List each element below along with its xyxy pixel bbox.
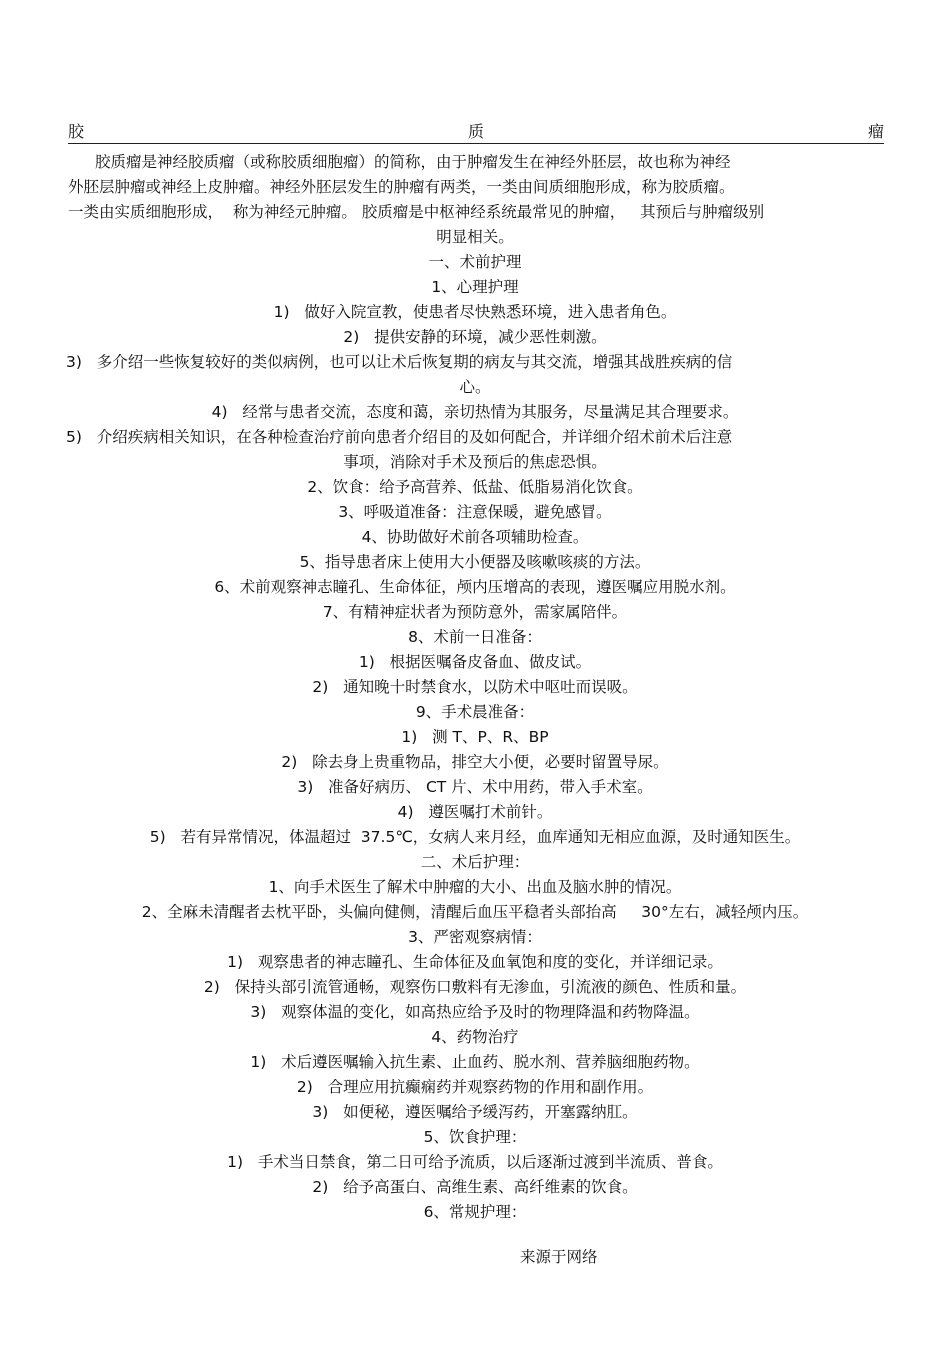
list-item: 1) 术后遵医嘱输入抗生素、止血药、脱水剂、营养脑细胞药物。 [250, 1053, 700, 1071]
list-item: 2) 通知晚十时禁食水，以防术中呕吐而误吸。 [312, 678, 638, 696]
header-char-left: 胶 [68, 121, 85, 141]
subsection-heading: 8、术前一日准备： [408, 628, 542, 646]
list-item-continuation: 事项，消除对手术及预后的焦虑恐惧。 [343, 453, 607, 471]
subsection-heading: 1、心理护理 [431, 278, 519, 296]
page-header [68, 116, 884, 144]
subsection-heading: 3、呼吸道准备：注意保暖，避免感冒。 [338, 503, 612, 521]
subsection-heading: 4、协助做好术前各项辅助检查。 [361, 528, 589, 546]
list-item: 5) 若有异常情况，体温超过 37.5℃，女病人来月经，血库通知无相应血源，及时通知医生。 [149, 828, 801, 846]
list-item: 3) 如便秘，遵医嘱给予缓泻药，开塞露纳肛。 [312, 1103, 638, 1121]
list-item: 1) 观察患者的神志瞳孔、生命体征及血氧饱和度的变化，并详细记录。 [227, 953, 723, 971]
list-item: 1) 手术当日禁食，第二日可给予流质，以后逐渐过渡到半流质、普食。 [227, 1153, 723, 1171]
list-item: 2) 保持头部引流管通畅，观察伤口敷料有无渗血，引流液的颜色、性质和量。 [203, 978, 747, 996]
subsection-heading: 5、饮食护理： [423, 1128, 527, 1146]
section-heading: 一、术前护理 [428, 253, 522, 271]
header-rule [68, 143, 884, 144]
list-item: 3) 多介绍一些恢复较好的类似病例，也可以让术后恢复期的病友与其交流，增强其战胜疾病的信 [66, 353, 733, 371]
intro-line: 一类由实质细胞形成， 称为神经元肿瘤。 胶质瘤是中枢神经系统最常见的肿瘤， 其预后与肿瘤级别 [68, 203, 765, 221]
header-char-right: 瘤 [867, 121, 884, 141]
intro-line: 外胚层肿瘤或神经上皮肿瘤。神经外胚层发生的肿瘤有两类，一类由间质细胞形成，称为胶质瘤。 [68, 178, 735, 196]
list-item: 5) 介绍疾病相关知识，在各种检查治疗前向患者介绍目的及如何配合，并详细介绍术前术后注意 [66, 428, 733, 446]
source-note: 来源于网络 [520, 1248, 598, 1266]
list-item: 3) 准备好病历、 CT 片、术中用药，带入手术室。 [297, 778, 653, 796]
list-item: 1) 根据医嘱备皮备血、做皮试。 [358, 653, 592, 671]
list-item: 2) 提供安静的环境，减少恶性刺激。 [343, 328, 607, 346]
list-item: 4) 经常与患者交流，态度和蔼，亲切热情为其服务，尽量满足其合理要求。 [211, 403, 739, 421]
subsection-heading: 6、术前观察神志瞳孔、生命体征，颅内压增高的表现，遵医嘱应用脱水剂。 [214, 578, 736, 596]
subsection-heading: 2、全麻未清醒者去枕平卧，头偏向健侧，清醒后血压平稳者头部抬高 30°左右，减轻颅内压。 [141, 903, 809, 921]
list-item: 4) 遵医嘱打术前针。 [397, 803, 553, 821]
header-char-center: 质 [467, 121, 484, 141]
subsection-heading: 7、有精神症状者为预防意外，需家属陪伴。 [322, 603, 628, 621]
subsection-heading: 2、饮食：给予高营养、低盐、低脂易消化饮食。 [307, 478, 643, 496]
list-item: 2) 合理应用抗癫痫药并观察药物的作用和副作用。 [296, 1078, 654, 1096]
list-item-continuation: 心。 [459, 378, 491, 396]
list-item: 3) 观察体温的变化，如高热应给予及时的物理降温和药物降温。 [250, 1003, 700, 1021]
list-item: 1) 做好入院宣教，使患者尽快熟悉环境，进入患者角色。 [273, 303, 677, 321]
subsection-heading: 9、手术晨准备： [415, 703, 535, 721]
section-heading: 二、术后护理： [420, 853, 530, 871]
intro-line: 胶质瘤是神经胶质瘤（或称胶质细胞瘤）的简称，由于肿瘤发生在神经外胚层，故也称为神经 [95, 153, 731, 171]
subsection-heading: 4、药物治疗 [431, 1028, 519, 1046]
list-item: 2) 除去身上贵重物品，排空大小便，必要时留置导尿。 [281, 753, 669, 771]
subsection-heading: 6、常规护理： [423, 1203, 527, 1221]
subsection-heading: 3、严密观察病情： [408, 928, 542, 946]
list-item: 1) 测 T、P、R、BP [401, 728, 549, 746]
subsection-heading: 1、向手术医生了解术中肿瘤的大小、出血及脑水肿的情况。 [268, 878, 682, 896]
subsection-heading: 5、指导患者床上使用大小便器及咳嗽咳痰的方法。 [299, 553, 651, 571]
list-item: 2) 给予高蛋白、高维生素、高纤维素的饮食。 [312, 1178, 638, 1196]
intro-line: 明显相关。 [436, 228, 514, 246]
